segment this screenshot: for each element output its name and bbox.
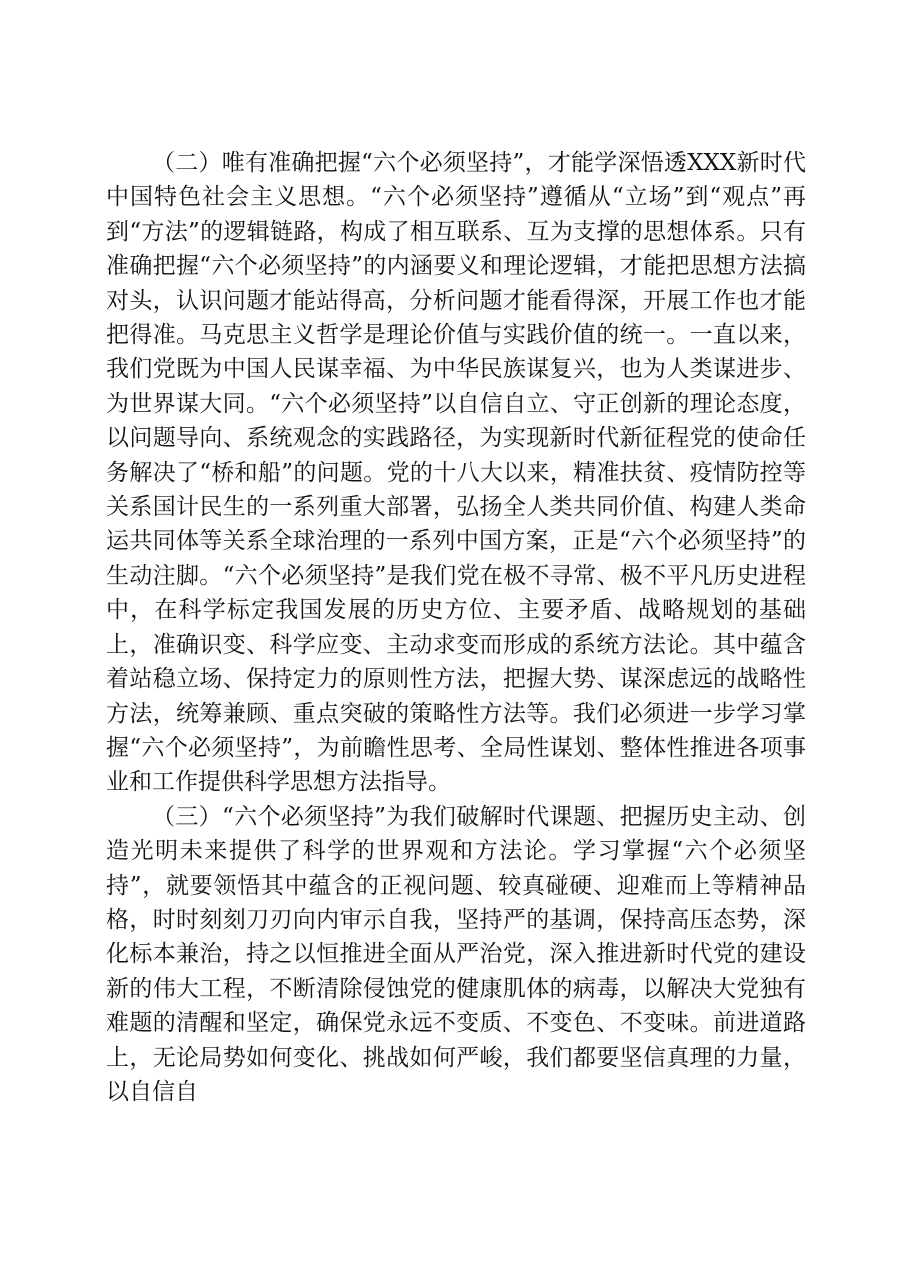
document-body bbox=[106, 146, 806, 1109]
paragraph-section-three: （三）“六个必须坚持”为我们破解时代课题、把握历史主动、创造光明未来提供了科学的世界观和方法论。学习掌握“六个必须坚持”，就要领悟其中蕴含的正视问题、较真碰硬、迎难而上等精神品格，时时刻刻刀刃向内审示自我，坚持严的基调，保持高压态势，深化标本兼治，持之以恒推进全面从严治党，深入推进新时代党的建设新的伟大工程，不断清除侵蚀党的健康肌体的病毒，以解决大党独有难题的清醒和坚定，确保党永远不变质、不变色、不变味。前进道路上，无论局势如何变化、挑战如何严峻，我们都要坚信真理的力量，以自信自 bbox=[106, 803, 806, 1105]
paragraph-section-two: （二）唯有准确把握“六个必须坚持”，才能学深悟透XXX新时代中国特色社会主义思想。“六个必须坚持”遵循从“立场”到“观点”再到“方法”的逻辑链路，构成了相互联系、互为支撑的思想体系。只有准确把握“六个必须坚持”的内涵要义和理论逻辑，才能把思想方法搞对头，认识问题才能站得高，分析问题才能看得深，开展工作也才能把得准。马克思主义哲学是理论价值与实践价值的统一。一直以来，我们党既为中国人民谋幸福、为中华民族谋复兴，也为人类谋进步、为世界谋大同。“六个必须坚持”以自信自立、守正创新的理论态度，以问题导向、系统观念的实践路径，为实现新时代新征程党的使命任务解决了“桥和船”的问题。党的十八大以来，精准扶贫、疫情防控等关系国计民生的一系列重大部署，弘扬全人类共同价值、构建人类命运共同体等关系全球治理的一系列中国方案，正是“六个必须坚持”的生动注脚。“六个必须坚持”是我们党在极不寻常、极不平凡历史进程中，在科学标定我国发展的历史方位、主要矛盾、战略规划的基础上，准确识变、科学应变、主动求变而形成的系统方法论。其中蕴含着站稳立场、保持定力的原则性方法，把握大势、谋深虑远的战略性方法，统筹兼顾、重点突破的策略性方法等。我们必须进一步学习掌握“六个必须坚持”，为前瞻性思考、全局性谋划、整体性推进各项事业和工作提供科学思想方法指导。 bbox=[106, 150, 806, 796]
